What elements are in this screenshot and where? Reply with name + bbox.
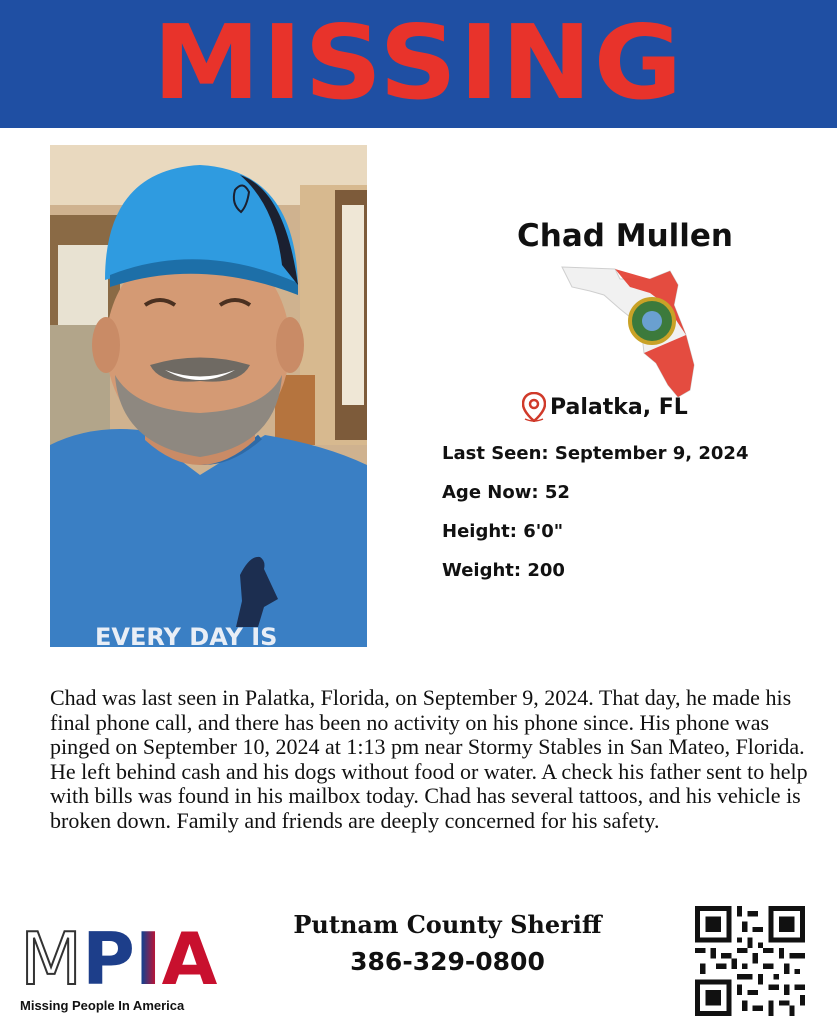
fact-value: September 9, 2024 xyxy=(554,443,749,464)
fact-label: Weight: xyxy=(442,560,522,581)
fact-last-seen xyxy=(442,443,748,464)
logo-tagline: Missing People In America xyxy=(20,998,185,1013)
fact-value: 52 xyxy=(544,482,570,503)
person-name: Chad Mullen xyxy=(517,218,733,254)
map-pin-icon xyxy=(522,392,546,422)
missing-person-photo xyxy=(50,145,367,647)
fact-value: 6'0" xyxy=(523,521,564,542)
qr-code-icon[interactable] xyxy=(695,906,805,1016)
fact-label: Last Seen: xyxy=(442,443,549,464)
case-description: Chad was last seen in Palatka, Florida, on September 9, 2024. That day, he made his final phone call, and there has been no activity on his phone since. His phone was pinged on September 10, 2024 at 1:13 pm near Stormy Stables in San Mateo, Florida. He left behind cash and his dogs without food or water. A check his father sent to help with bills was found in his mailbox today. Chad has several tattoos, and his vehicle is broken down. Family and friends are deeply concerned for his safety. xyxy=(50,685,808,833)
florida-map-icon xyxy=(560,265,700,400)
fact-age xyxy=(442,482,570,503)
fact-value: 200 xyxy=(527,560,565,581)
fact-weight xyxy=(442,560,565,581)
fact-label: Height: xyxy=(442,521,517,542)
mpia-logo xyxy=(20,917,220,1014)
logo-letter-m: M xyxy=(20,917,83,1001)
contact-agency: Putnam County Sheriff xyxy=(293,910,602,939)
fact-label: Age Now: xyxy=(442,482,539,503)
shirt-text: EVERY DAY IS xyxy=(95,623,278,647)
contact-phone[interactable]: 386-329-0800 xyxy=(350,947,545,976)
last-known-location xyxy=(522,392,688,422)
logo-letters-pia: PIA xyxy=(82,917,218,1001)
banner-title: MISSING xyxy=(152,4,685,123)
missing-banner xyxy=(0,0,837,128)
fact-height xyxy=(442,521,563,542)
location-text: Palatka, FL xyxy=(550,394,688,420)
